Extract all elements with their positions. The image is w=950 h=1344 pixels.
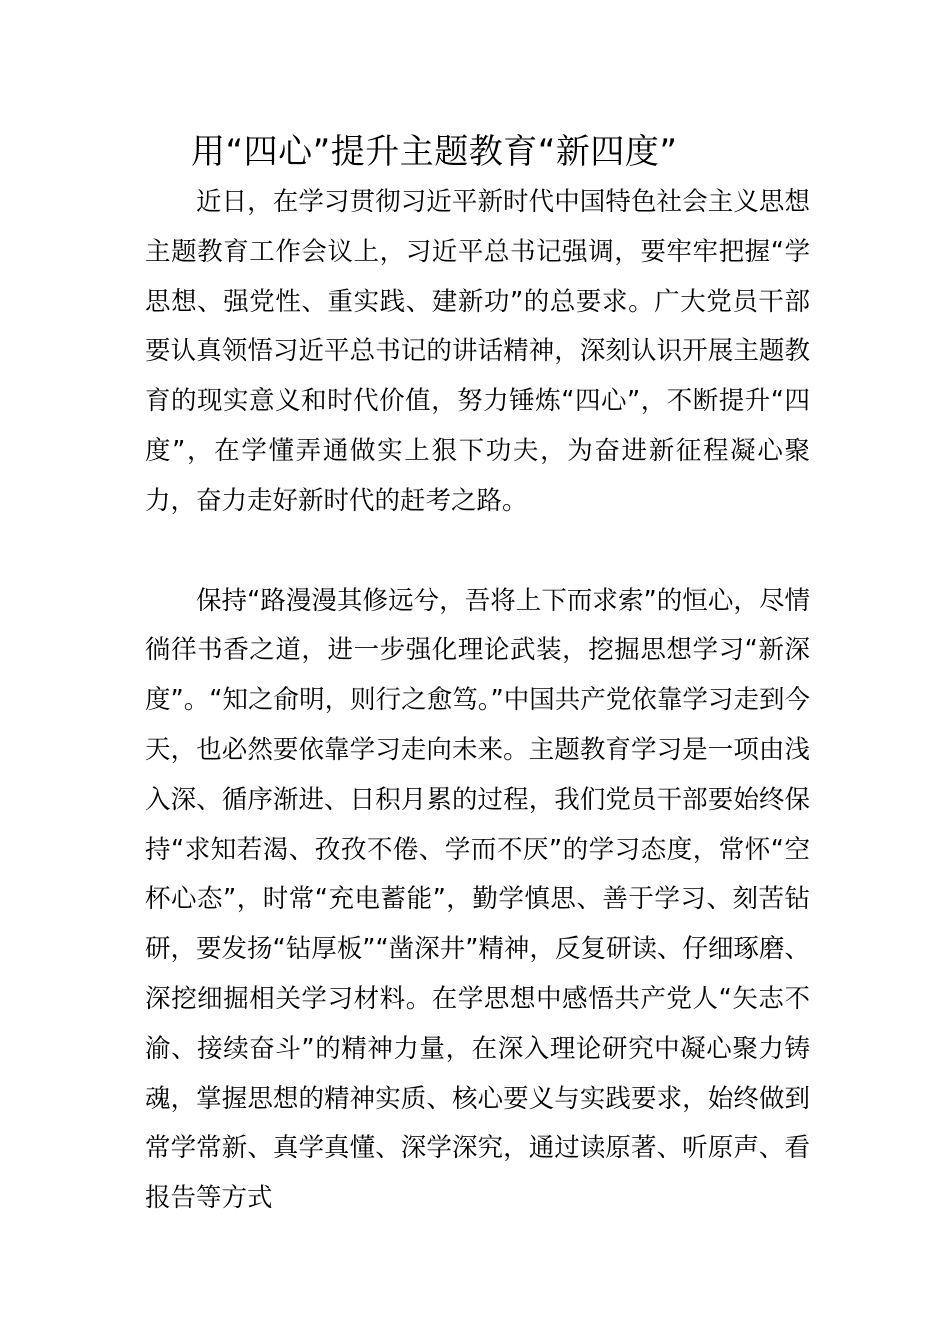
paragraph-perseverance: 保持“路漫漫其修远兮，吾将上下而求索”的恒心，尽情徜徉书香之道，进一步强化理论武装，挖掘思想学习“新深度”。“知之俞明，则行之愈笃。”中国共产党依靠学习走到今天，也必然要依靠学习走向未来。主题教育学习是一项由浅入深、循序渐进、日积月累的过程，我们党员干部要始终保持“求知若渴、孜孜不倦、学而不厌”的学习态度，常怀“空杯心态”，时常“充电蓄能”，勤学慎思、善于学习、刻苦钻研，要发扬“钻厚板”“凿深井”精神，反复研读、仔细琢磨、深挖细掘相关学习材料。在学思想中感悟共产党人“矢志不渝、接续奋斗”的精神力量，在深入理论研究中凝心聚力铸魂，掌握思想的精神实质、核心要义与实践要求，始终做到常学常新、真学真懂、深学深究，通过读原著、听原声、看报告等方式 — [145, 585, 810, 1214]
paragraph-intro: 近日，在学习贯彻习近平新时代中国特色社会主义思想主题教育工作会议上，习近平总书记强调，要牢牢把握“学思想、强党性、重实践、建新功”的总要求。广大党员干部要认真领悟习近平总书记的讲话精神，深刻认识开展主题教育的现实意义和时代价值，努力锤炼“四心”，不断提升“四度”，在学懂弄通做实上狠下功夫，为奋进新征程凝心聚力，奋力走好新时代的赶考之路。 — [145, 187, 810, 516]
document-page — [145, 126, 810, 1224]
paragraph-gap — [145, 527, 810, 577]
document-title: 用“四心”提升主题教育“新四度” — [191, 132, 678, 172]
